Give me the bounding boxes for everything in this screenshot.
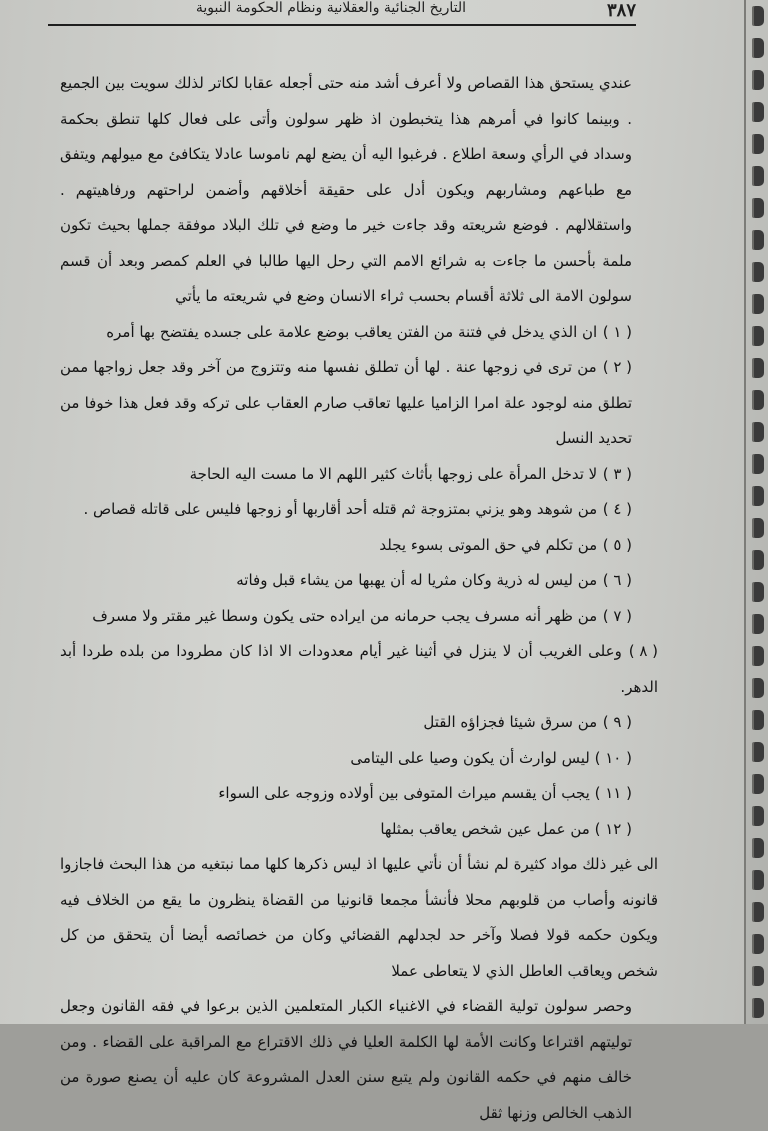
spiral-loop: [754, 966, 764, 986]
item-text: من شوهد وهو يزني بمتزوجة ثم قتله أحد أقاربها أو زوجها فليس على قاتله قصاص .: [83, 500, 598, 518]
list-item: [60, 741, 658, 777]
running-title: التاريخ الجنائية والعقلانية ونظام الحكومة النبوية: [195, 0, 466, 16]
item-number: ( ٨ ): [628, 642, 658, 660]
item-text: من سرق شيئا فجزاؤه القتل: [423, 713, 598, 731]
spiral-loop: [754, 550, 764, 570]
list-item: [60, 492, 658, 528]
header-rule: [48, 24, 636, 26]
list-item: [60, 705, 658, 741]
list-item: [60, 776, 658, 812]
spiral-loop: [754, 390, 764, 410]
spiral-loop: [754, 230, 764, 250]
item-number: ( ٦ ): [602, 571, 632, 589]
spiral-loop: [754, 998, 764, 1018]
spiral-loop: [754, 678, 764, 698]
item-number: ( ٩ ): [602, 713, 632, 731]
spiral-loop: [754, 742, 764, 762]
spiral-loop: [754, 102, 764, 122]
spiral-loop: [754, 710, 764, 730]
item-number: ( ٧ ): [602, 606, 632, 625]
list-item: [60, 350, 658, 457]
spiral-loop: [754, 870, 764, 890]
spiral-loop: [754, 902, 764, 922]
spiral-loop: [754, 774, 764, 794]
spiral-loop: [754, 454, 764, 474]
page-number: ٣٨٧: [606, 0, 636, 21]
list-item: [60, 563, 658, 599]
spiral-loop: [754, 358, 764, 378]
item-text: من عمل عين شخص يعاقب بمثلها: [380, 819, 590, 838]
item-number: ( ١٠ ): [594, 748, 632, 767]
spiral-loop: [754, 614, 764, 634]
spiral-loop: [754, 326, 764, 346]
item-number: ( ٢ ): [602, 358, 632, 376]
item-text: من ظهر أنه مسرف يجب حرمانه من ايراده حتى يكون وسطا غير مقتر ولا مسرف: [92, 606, 598, 625]
spiral-loop: [754, 806, 764, 826]
list-item: [60, 315, 658, 351]
item-text: وعلى الغريب أن لا ينزل في أثينا غير أيام معدودات الا اذا كان مطرودا من بلده طردا أبد الدهر.: [60, 642, 658, 696]
item-number: ( ٤ ): [602, 500, 632, 518]
spiral-loop: [754, 198, 764, 218]
item-number: ( ١ ): [602, 322, 632, 341]
spiral-loop: [754, 166, 764, 186]
item-text: من تكلم في حق الموتى بسوء يجلد: [379, 535, 598, 554]
intro-paragraph: عندي يستحق هذا القصاص ولا أعرف أشد منه حتى أجعله عقابا لكاتر لذلك سويت بين الجميع . وبينما كانوا في أمرهم هذا يتخبطون اذ ظهر سولون وأتى على فعال كلها تنطق بحكمة وسداد في الرأي وسعة اطلاع . فرغبوا اليه أن يضع لهم ناموسا عادلا يتكافئ مع ميولهم ويتفق مع طباعهم ومشاربهم ويكون أدل على حقيقة أخلاقهم وأضمن لراحتهم ورفاهيتهم . واستقلالهم . فوضع شريعته وقد جاءت خير ما وضع في تلك البلاد موفقة جملها بحيث تكون ملمة بأحسن ما جاءت به شرائع الامم التي رحل اليها طالبا في العلم كمصر وبعد أن قسم سولون الامة الى ثلاثة أقسام بحسب ثراء الانسان وضع في شريعته ما يأتي: [60, 74, 632, 305]
item-number: ( ١١ ): [594, 784, 632, 802]
spiral-loop: [754, 838, 764, 858]
spiral-loop: [754, 134, 764, 154]
spiral-loop: [754, 262, 764, 282]
spiral-loop: [754, 6, 764, 26]
item-text: من ترى في زوجها عنة . لها أن تطلق نفسها منه وتتزوج من آخر وقد جعل زواجها ممن تطلق منه لوجود علة امرا الزاميا عليها تعاقب صارم العقاب على تركه وقد فعل هذا خوفا من تحديد النسل: [60, 358, 632, 447]
spiral-loop: [754, 582, 764, 602]
spiral-loop: [754, 70, 764, 90]
item-number: ( ١٢ ): [594, 819, 632, 838]
spiral-binding: [746, 0, 764, 1024]
page-header: [48, 0, 636, 26]
spiral-loop: [754, 422, 764, 442]
list-item: [60, 812, 658, 848]
spiral-loop: [754, 518, 764, 538]
item-text: يجب أن يقسم ميراث المتوفى بين أولاده وزوجه على السواء: [218, 784, 590, 802]
law-list: [60, 315, 658, 848]
item-text: ان الذي يدخل في فتنة من الفتن يعاقب بوضع علامة على جسده يفتضح بها أمره: [106, 322, 598, 341]
list-item: [60, 599, 658, 635]
page-body: [60, 66, 658, 1131]
item-text: من ليس له ذرية وكان مثريا له أن يهبها من يشاء قبل وفاته: [236, 571, 598, 589]
list-item: [60, 528, 658, 564]
closing-paragraph: الى غير ذلك مواد كثيرة لم نشأ أن نأتي عليها اذ ليس ذكرها كلها مما نبتغيه من هذا البحث فاجازوا قانونه وأصاب من قلوبهم محلا فأنشأ مجمعا قانونيا من القضاة ينظرون ما يقع من الخلاف فيه ويكون حكمه قولا فصلا وآخر حد لجدلهم القضائي وكان من خصائصه أيضا أن يتحقق من كل شخص ويعاقب العاطل الذي لا يتعاطى عملا: [60, 855, 658, 980]
item-number: ( ٣ ): [602, 464, 632, 483]
item-number: ( ٥ ): [602, 535, 632, 554]
list-item: [60, 634, 658, 705]
spiral-loop: [754, 38, 764, 58]
item-text: ليس لوارث أن يكون وصيا على اليتامى: [350, 748, 590, 767]
spiral-loop: [754, 486, 764, 506]
spiral-loop: [754, 934, 764, 954]
item-text: لا تدخل المرأة على زوجها بأثاث كثير اللهم الا ما مست اليه الحاجة: [189, 464, 598, 483]
list-item: [60, 457, 658, 493]
closing-paragraph: وحصر سولون تولية القضاء في الاغنياء الكبار المتعلمين الذين برعوا في فقه القانون وجعل توليتهم اقتراعا وكانت الأمة لها الكلمة العليا في ذلك الاقتراع مع المراقبة على القضاء . ومن خالف منهم في حكمه القانون ولم يتبع سنن العدل المشروعة كان عليه أن يصنع صورة من الذهب الخالص وزنها ثقل: [60, 997, 632, 1122]
spiral-loop: [754, 646, 764, 666]
spiral-loop: [754, 294, 764, 314]
